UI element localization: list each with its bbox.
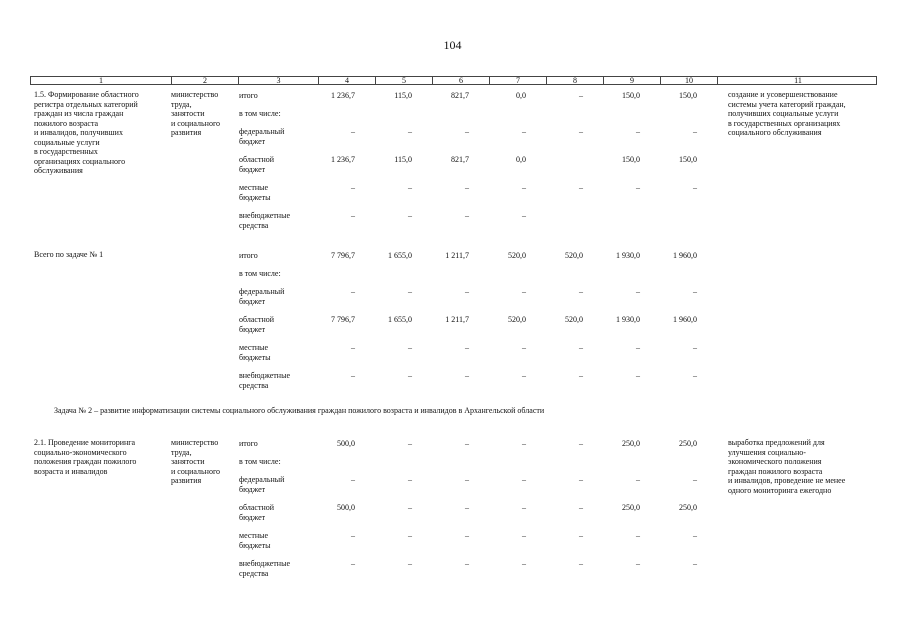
col-header-7: 7 [489, 77, 546, 85]
result-1-5: создание и усовершенствование системы учета категорий граждан, получивших социальные услуги в государственных организациях социального обслуживания [728, 90, 846, 137]
value-cell: – [693, 343, 697, 352]
value-cell: – [465, 127, 469, 136]
value-cell: – [351, 475, 355, 484]
value-cell: – [636, 343, 640, 352]
value-cell: 250,0 [679, 503, 697, 512]
page-number: 104 [443, 38, 462, 52]
value-cell: – [693, 183, 697, 192]
value-cell: – [579, 503, 583, 512]
value-cell: – [636, 559, 640, 568]
value-cell: – [408, 183, 412, 192]
value-cell: – [408, 439, 412, 448]
value-cell: – [465, 287, 469, 296]
budget-row-label: в том числе: [239, 109, 281, 118]
budget-row-label: итого [239, 439, 258, 448]
value-cell: – [522, 439, 526, 448]
value-cell: 1 930,0 [616, 315, 640, 324]
value-cell: 1 211,7 [445, 315, 469, 324]
value-cell: – [408, 343, 412, 352]
value-cell: – [408, 287, 412, 296]
value-cell: – [636, 531, 640, 540]
result-2-1: выработка предложений для улучшения социально- экономического положения граждан пожилого возраста и инвалидов, проведение не менее одного мониторинга ежегодно [728, 438, 846, 495]
value-cell: – [351, 559, 355, 568]
value-cell: 0,0 [516, 155, 526, 164]
col-header-11: 11 [717, 77, 878, 85]
table-header-row [30, 76, 877, 85]
value-cell: – [636, 127, 640, 136]
value-cell: – [522, 287, 526, 296]
budget-row-label: итого [239, 251, 258, 260]
col-header-1: 1 [99, 76, 103, 85]
total-task-1-label: Всего по задаче № 1 [34, 250, 104, 259]
value-cell: – [465, 343, 469, 352]
value-cell: 150,0 [679, 155, 697, 164]
value-cell: 821,7 [451, 155, 469, 164]
value-cell: 150,0 [622, 91, 640, 100]
value-cell: – [522, 343, 526, 352]
value-cell: – [579, 371, 583, 380]
value-cell: – [408, 503, 412, 512]
budget-row-label: внебюджетные средства [239, 371, 290, 390]
value-cell: 0,0 [516, 91, 526, 100]
task-2-heading: Задача № 2 – развитие информатизации системы социального обслуживания граждан пожилого возраста и инвалидов в Архангельской области [54, 406, 545, 415]
value-cell: – [522, 211, 526, 220]
value-cell: 115,0 [394, 155, 412, 164]
value-cell: 7 796,7 [331, 315, 355, 324]
value-cell: – [408, 531, 412, 540]
value-cell: – [579, 183, 583, 192]
value-cell: – [351, 287, 355, 296]
budget-row-label: федеральный бюджет [239, 127, 285, 146]
value-cell: – [579, 475, 583, 484]
budget-row-label: местные бюджеты [239, 183, 271, 202]
value-cell: 520,0 [508, 251, 526, 260]
value-cell: – [465, 531, 469, 540]
value-cell: – [579, 91, 583, 100]
value-cell: – [693, 127, 697, 136]
value-cell: – [579, 559, 583, 568]
value-cell: 520,0 [565, 251, 583, 260]
value-cell: 1 236,7 [331, 155, 355, 164]
value-cell: – [351, 183, 355, 192]
value-cell: – [693, 559, 697, 568]
value-cell: – [579, 287, 583, 296]
executor-2-1: министерство труда, занятости и социального развития [171, 438, 221, 485]
value-cell: 1 930,0 [616, 251, 640, 260]
budget-row-label: местные бюджеты [239, 343, 271, 362]
measure-1-5: 1.5. Формирование областного регистра отдельных категорий граждан из числа граждан пожилого возраста и инвалидов, получивших социальные услуги в государственных организациях социального обслуживания [34, 90, 139, 175]
value-cell: – [408, 559, 412, 568]
value-cell: – [408, 371, 412, 380]
value-cell: – [351, 211, 355, 220]
budget-row-label: внебюджетные средства [239, 559, 290, 578]
value-cell: – [522, 531, 526, 540]
value-cell: – [579, 439, 583, 448]
value-cell: 1 236,7 [331, 91, 355, 100]
value-cell: 1 211,7 [445, 251, 469, 260]
value-cell: 520,0 [565, 315, 583, 324]
value-cell: – [522, 127, 526, 136]
value-cell: – [522, 371, 526, 380]
value-cell: – [465, 183, 469, 192]
executor-1-5: министерство труда, занятости и социального развития [171, 90, 221, 137]
budget-row-label: федеральный бюджет [239, 287, 285, 306]
value-cell: 250,0 [622, 439, 640, 448]
value-cell: – [579, 343, 583, 352]
value-cell: 500,0 [337, 439, 355, 448]
value-cell: – [636, 287, 640, 296]
budget-row-label: в том числе: [239, 457, 281, 466]
value-cell: – [636, 183, 640, 192]
value-cell: – [465, 371, 469, 380]
value-cell: – [351, 371, 355, 380]
value-cell: – [522, 183, 526, 192]
col-header-5: 5 [375, 77, 432, 85]
col-header-3: 3 [238, 77, 318, 85]
value-cell: 1 655,0 [388, 315, 412, 324]
budget-row-label: в том числе: [239, 269, 281, 278]
value-cell: – [465, 439, 469, 448]
value-cell: 150,0 [622, 155, 640, 164]
value-cell: – [636, 475, 640, 484]
value-cell: 7 796,7 [331, 251, 355, 260]
value-cell: – [522, 559, 526, 568]
budget-row-label: областной бюджет [239, 155, 275, 174]
value-cell: 250,0 [679, 439, 697, 448]
col-header-6: 6 [432, 77, 489, 85]
value-cell: – [579, 127, 583, 136]
value-cell: – [522, 503, 526, 512]
budget-row-label: итого [239, 91, 258, 100]
budget-row-label: внебюджетные средства [239, 211, 290, 230]
value-cell: – [408, 211, 412, 220]
value-cell: – [522, 475, 526, 484]
budget-row-label: федеральный бюджет [239, 475, 285, 494]
value-cell: 821,7 [451, 91, 469, 100]
measure-2-1: 2.1. Проведение мониторинга социально-экономического положения граждан пожилого возраста и инвалидов [34, 438, 137, 476]
value-cell: – [693, 475, 697, 484]
col-header-9: 9 [603, 77, 660, 85]
value-cell: 150,0 [679, 91, 697, 100]
value-cell: – [693, 371, 697, 380]
value-cell: – [465, 503, 469, 512]
value-cell: – [465, 475, 469, 484]
col-header-2: 2 [171, 77, 238, 85]
value-cell: 500,0 [337, 503, 355, 512]
value-cell: 250,0 [622, 503, 640, 512]
value-cell: 520,0 [508, 315, 526, 324]
value-cell: 1 960,0 [673, 315, 697, 324]
value-cell: 1 655,0 [388, 251, 412, 260]
budget-row-label: областной бюджет [239, 503, 275, 522]
budget-row-label: местные бюджеты [239, 531, 271, 550]
value-cell: – [351, 531, 355, 540]
value-cell: – [693, 531, 697, 540]
value-cell: – [351, 127, 355, 136]
value-cell: – [351, 343, 355, 352]
col-header-10: 10 [660, 77, 717, 85]
col-header-8: 8 [546, 77, 603, 85]
value-cell: 115,0 [394, 91, 412, 100]
value-cell: – [636, 371, 640, 380]
value-cell: – [693, 287, 697, 296]
value-cell: – [408, 475, 412, 484]
value-cell: – [465, 211, 469, 220]
value-cell: – [579, 531, 583, 540]
col-header-4: 4 [318, 77, 375, 85]
value-cell: – [408, 127, 412, 136]
value-cell: 1 960,0 [673, 251, 697, 260]
budget-row-label: областной бюджет [239, 315, 275, 334]
value-cell: – [465, 559, 469, 568]
